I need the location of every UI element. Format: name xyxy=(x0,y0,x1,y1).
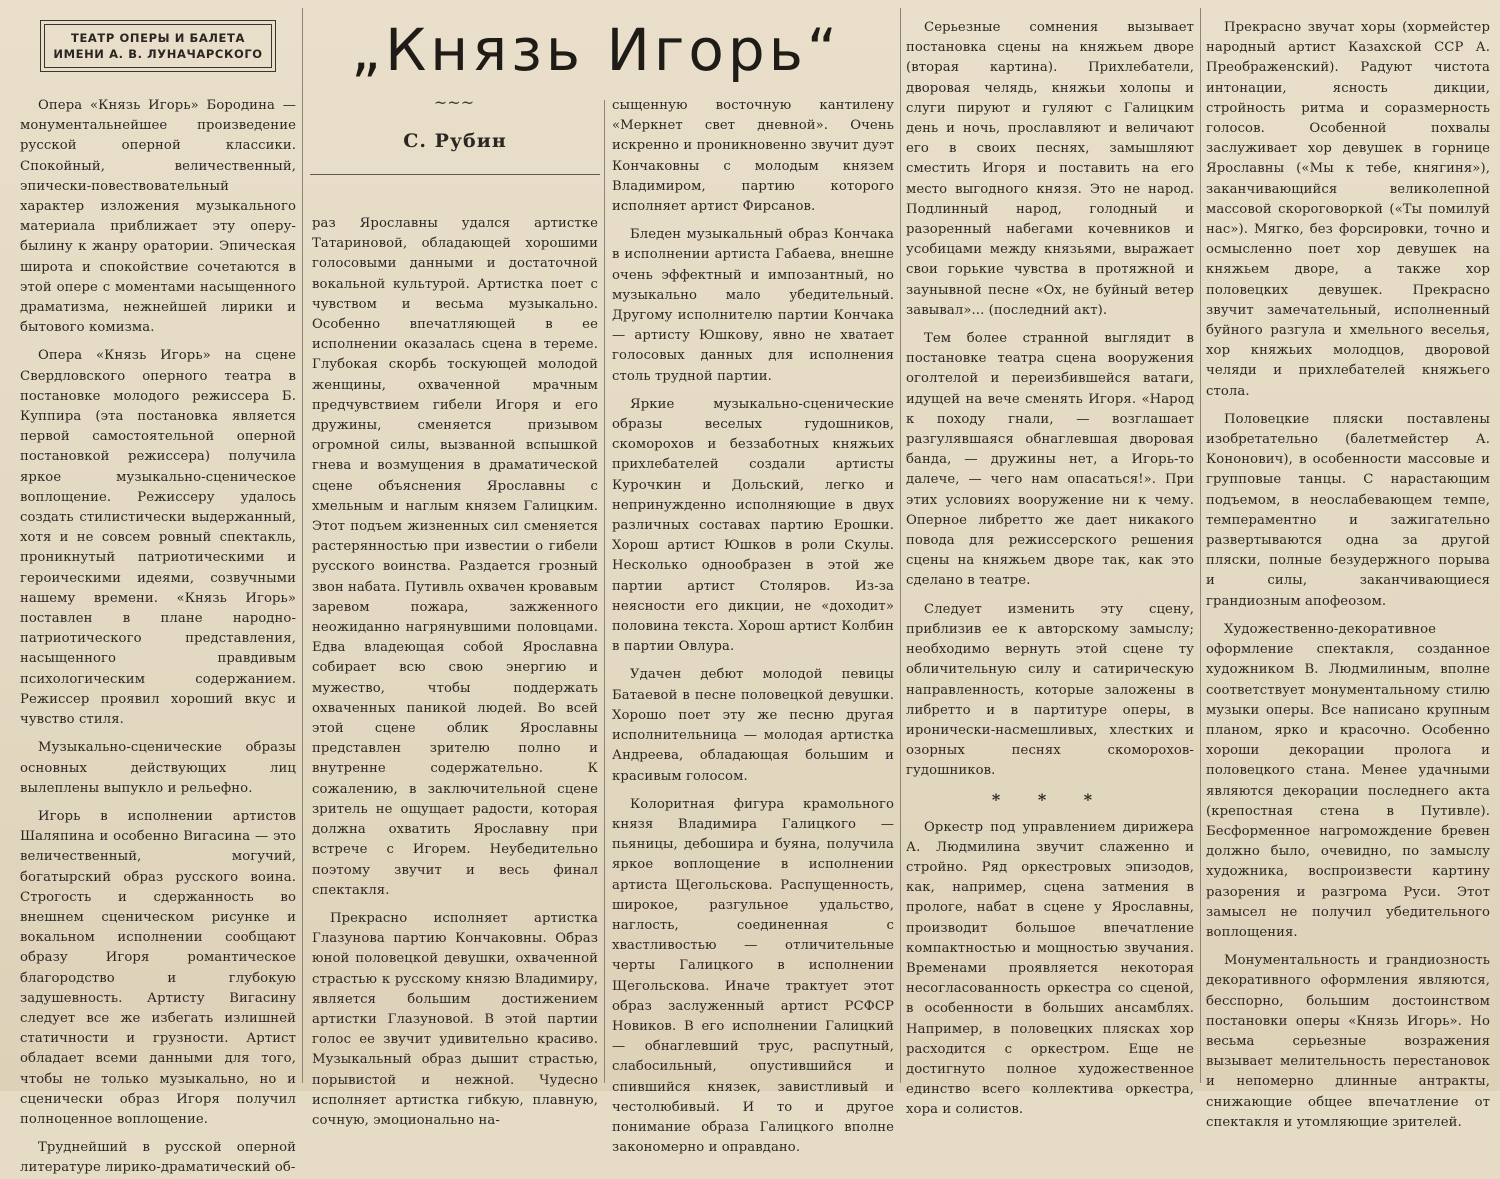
paragraph: Яркие музыкально-сценические образы веселых гудошников, скоморохов и беззаботных княжьих прихлебателей создали артисты Курочкин и Дольский, легко и непринужденно исполняющие в двух различных составах партию Ерошки. Хорош артист Юшков в роли Скулы. Несколько однообразен в этой же партии артист Столяров. Из-за неясности его дикции, не «доходит» половина текста. Хорош артист Колбин в партии Овлура. xyxy=(612,396,894,655)
paragraph: Тем более странной выглядит в постановке театра сцена вооружения оголтелой и переизбившейся ватаги, идущей на вече сменять Игоря. «Народ к походу гнали, — возглашает разгулявшаяся обнаглевшая дворовая банда, — дружины нет, а Игорь-то далече, — чего нам опасаться!». При этих условиях вооружение ни к чему. Оперное либретто же дает никакого повода для режиссерского решения сцены на княжьем дворе так, как это сделано в театре. xyxy=(906,331,1194,589)
paragraph: сыщенную восточную кантилену «Меркнет свет дневной». Очень искренно и проникновенно звучит дуэт Кончаковны с молодым князем Владимиром, партию которого исполняет артист Фирсанов. xyxy=(612,98,894,215)
paragraph: Труднейший в русской оперной литературе лирико-драматический об- xyxy=(20,1140,296,1176)
article-column-5 xyxy=(1206,18,1490,1130)
paragraph: Опера «Князь Игорь» Бородина — монументальнейшее произведение русской оперной классики. Спокойный, величественный, эпически-повествовательный характер изложения музыкального материала приближает эту оперу-былину к жанру оратории. Эпическая широта и спокойствие сочетаются в этой опере с моментами насыщенного драматизма, нежнейшей лирики и бытового комизма. xyxy=(20,98,296,336)
article-column-3 xyxy=(612,96,894,1156)
column-rule-2 xyxy=(604,100,605,1083)
paragraph: Прекрасно звучат хоры (хормейстер народный артист Казахской ССР А. Преображенский). Радуют чистота интонации, ясность дикции, стройность ритма и соразмерность голосов. Особенной похвалы заслуживает хор девушек в горнице Ярославны («Мы к тебе, княгиня»), заканчивающийся великолепной массовой скороговоркой («Ты помилуй нас»). Мягко, без форсировки, точно и осмысленно поет хор девушек на княжьем дворе, а также хор половецких девушек. Прекрасно звучит замечательный, исполненный буйного разгула и хмельного веселья, хор княжьих молодцов, дворовой челяди и прихлебателей княжьего стола. xyxy=(1206,20,1490,399)
theater-name-line-1: ТЕАТР ОПЕРЫ И БАЛЕТА xyxy=(71,31,245,45)
ornament-divider: ~~~ xyxy=(433,93,475,112)
paragraph: Музыкально-сценические образы основных действующих лиц вылеплены выпукло и рельефно. xyxy=(20,740,296,796)
theater-name-line-2: ИМЕНИ А. В. ЛУНАЧАРСКОГО xyxy=(53,47,263,61)
paragraph: Бледен музыкальный образ Кончака в исполнении артиста Габаева, внешне очень эффектный и импозантный, но музыкально мало убедительный. Другому исполнителю партии Кончака — артисту Юшкову, явно не хватает голосовых данных для исполнения столь трудной партии. xyxy=(612,227,894,384)
article-column-2 xyxy=(312,214,599,1128)
section-stars-divider: * * * xyxy=(991,789,1109,809)
paragraph: Художественно-декоративное оформление спектакля, созданное художником В. Людмилиным, вполне соответствует монументальному стилю музыки оперы. Все написано крупным планом, ярко и красочно. Особенно хороши декорации пролога и половецкого стана. Менее удачными являются декорации последнего акта (крепостная стена в Путивле). Бесформенное нагромождение бревен должно было, очевидно, по замыслу художника, воспроизвести картину разорения и разгрома Руси. Этот замысел не получил убедительного воплощения. xyxy=(1206,621,1490,940)
article-column-1 xyxy=(20,96,296,1176)
paragraph: Следует изменить эту сцену, приблизив ее к авторскому замыслу; необходимо вернуть этой сцене ту обличительную силу и сатирическую направленность, которые заложены в либретто и в партитуре оперы, в иронически-насмешливых, хлестких и озорных песнях скоморохов-гудошников. xyxy=(906,601,1194,779)
paragraph: Серьезные сомнения вызывает постановка сцены на княжьем дворе (вторая картина). Прихлебатели, дворовая челядь, княжьи холопы и слуги пируют и гуляют с Галицким день и ночь, прославляют и величают его в своих песнях, замышляют сместить Игоря и поставить на его место выгодного князя. Это не народ. Подлинный народ, голодный и разоренный набегами кочевников и усобицами между князьями, выражает свои горькие чувства в протяжной и заунывной песне «Ох, не буйный ветер завывал»... (последний акт). xyxy=(906,20,1194,318)
article-column-4 xyxy=(906,18,1194,1118)
column-rule-1 xyxy=(302,8,303,1083)
column-rule-3 xyxy=(900,8,901,1083)
paragraph: раз Ярославны удался артистке Татариновой, обладающей хорошими голосовыми данными и достаточной вокальной культурой. Артистка поет с чувством и весьма музыкально. Особенно впечатляющей в ее исполнении оказалась сцена в тереме. Глубокая скорбь тоскующей молодой женщины, охваченной мрачным предчувствием гибели Игоря и его дружины, сменяется призывом огромной силы, вызванной вспышкой гнева и возмущения в драматической сцене объяснения Ярославны с хмельным и наглым князем Галицким. Этот подъем жизненных сил сменяется растерянностью при известии о гибели русского воинства. Раздается грозный звон набата. Путивль охвачен кровавым заревом пожара, зажженного неожиданно нагрянувшими половцами. Едва владеющая собой Ярославна собирает всю свою энергию и мужество, чтобы поддержать охваченных паникой людей. Во всей этой сцене облик Ярославны представлен зрителю полно и внутренне содержательно. К сожалению, в заключительной сцене зритель не ощущает радости, которая должна охватить Ярославну при встрече с Игорем. Неубедительно поэтому звучит и весь финал спектакля. xyxy=(312,216,599,898)
theater-name-box xyxy=(40,20,276,72)
paragraph: Опера «Князь Игорь» на сцене Свердловского оперного театра в постановке молодого режиссера Б. Куппира (эта постановка является первой самостоятельной оперной постановкой режиссера) получила яркое музыкально-сценическое воплощение. Режиссеру удалось создать стилистически выдержанный, хотя и не совсем ровный спектакль, проникнутый патриотическими и героическими идеями, созвучными нашему времени. «Князь Игорь» поставлен в плане народно-патриотического представления, насыщенного правдивым психологическим содержанием. Режиссер проявил хороший вкус и чувство стиля. xyxy=(20,348,296,728)
article-author: С. Рубин xyxy=(403,130,507,152)
column-rule-4 xyxy=(1200,8,1201,1083)
paragraph: Игорь в исполнении артистов Шаляпина и особенно Вигасина — это величественный, могучий, богатырский образ русского воина. Строгость и сдержанность во внешнем сценическом рисунке и вокальном исполнении сообщают образу Игоря романтическое благородство и глубокую задушевность. Артисту Вигасину следует все же избегать излишней статичности и грузности. Артист обладает всеми данными для того, чтобы не только музыкально, но и сценически образ Игоря получил полноценное воплощение. xyxy=(20,808,296,1127)
paragraph: Монументальность и грандиозность декоративного оформления являются, бесспорно, большим достоинством постановки оперы «Князь Игорь». Но весьма серьезные возражения вызывает мелительность перестановок и непомерно длинные антракты, снижающие общее впечатление от спектакля и утомляющие зрителей. xyxy=(1206,953,1490,1130)
byline-rule xyxy=(310,174,600,175)
paragraph: Удачен дебют молодой певицы Батаевой в песне половецкой девушки. Хорошо поет эту же песню другая исполнительница — молодая артистка Андреева, обладающая большим и красивым голосом. xyxy=(612,667,894,784)
paragraph: Прекрасно исполняет артистка Глазунова партию Кончаковны. Образ юной половецкой девушки, охваченной страстью к русскому князю Владимиру, является большим достижением артистки Глазуновой. В этой партии голос ее звучит удивительно красиво. Музыкальный образ дышит страстью, порывистой и нежной. Чудесно исполняет артистка гибкую, плавную, сочную, эмоционально на- xyxy=(312,910,598,1128)
paragraph: Половецкие пляски поставлены изобретательно (балетмейстер А. Кононович), в особенности массовые и групповые танцы. С нарастающим подъемом, в неослабевающем темпе, темпераментно и зажигательно развертываются одна за другой пляски, полные безудержного порыва и силы, заканчивающиеся грандиозным апофеозом. xyxy=(1206,411,1490,609)
article-headline: „Князь Игорь“ xyxy=(351,16,841,84)
paragraph: Колоритная фигура крамольного князя Владимира Галицкого — пьяницы, дебошира и буяна, получила яркое воплощение в исполнении артиста Щегольскова. Распущенность, широкое, разгульное удальство, наглость, соединенная с хвастливостью — отличительные черты Галицкого в исполнении Щегольскова. Иначе трактует этот образ заслуженный артист РСФСР Новиков. В его исполнении Галицкий — обнаглевший трус, распутный, слабосильный, опустившийся и спившийся князек, завистливый и честолюбивый. И то и другое понимание образа Галицкого вполне закономерно и оправдано. xyxy=(612,796,894,1156)
theater-name-inner xyxy=(44,24,272,68)
paragraph: Оркестр под управлением дирижера А. Людмилина звучит слаженно и стройно. Ряд оркестровых эпизодов, как, например, сцена затмения в прологе, набат в сцене у Ярославны, производит большое впечатление компактностью и мощностью звучания. Временами проявляется некоторая несогласованность оркестра со сценой, в особенности в больших ансамблях. Например, в половецких плясках хор расходится с оркестром. Еще не достигнуто полное художественное единство всего коллектива оркестра, хора и солистов. xyxy=(906,819,1194,1118)
